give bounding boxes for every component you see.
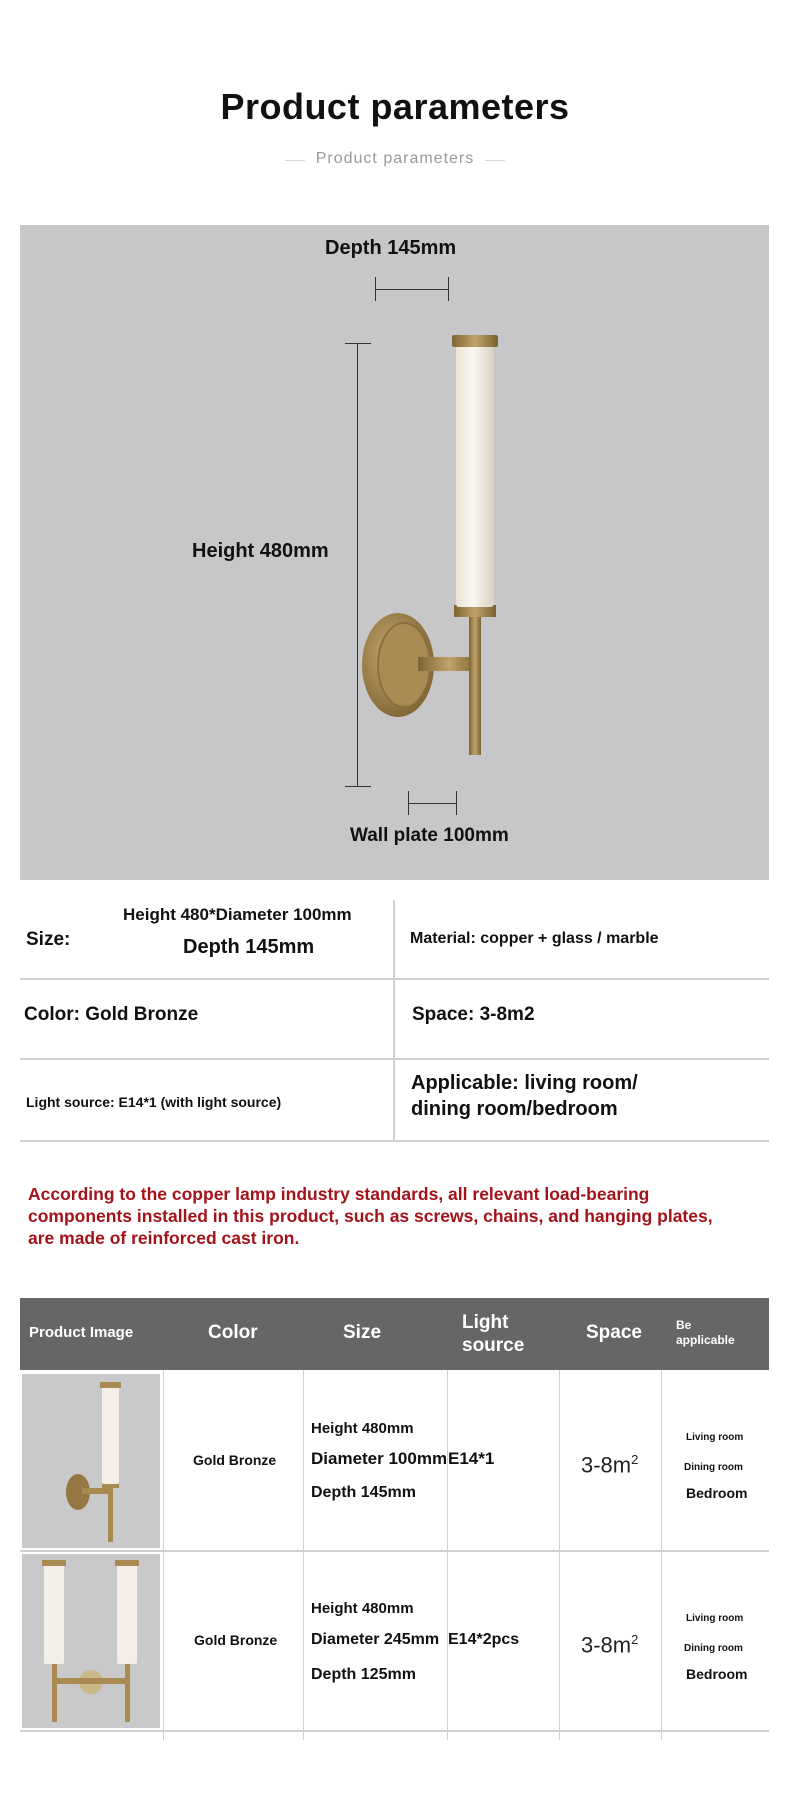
spec-size-line1: Height 480*Diameter 100mm xyxy=(123,905,352,924)
col-divider-1 xyxy=(163,1370,164,1740)
spec-applicable-line2: dining room/bedroom xyxy=(411,1098,618,1120)
product-image-single xyxy=(22,1374,160,1548)
row1-space-value: 3-8m xyxy=(581,1452,632,1478)
spec-row-divider-1 xyxy=(20,978,769,980)
row2-applicable-living: Living room xyxy=(686,1613,744,1624)
wall-plate-label: Wall plate 100mm xyxy=(350,825,509,846)
col-divider-4 xyxy=(559,1370,560,1740)
row2-diameter: Diameter 245mm xyxy=(311,1631,440,1648)
row1-applicable-living: Living room xyxy=(686,1432,744,1443)
row-divider-2 xyxy=(20,1730,769,1732)
spec-size-line2: Depth 145mm xyxy=(183,936,315,958)
header-product-image: Product Image xyxy=(29,1324,134,1341)
spec-light-source: Light source: E14*1 (with light source) xyxy=(26,1094,282,1110)
depth-bracket-tick-right xyxy=(448,277,449,301)
spec-row-divider-2 xyxy=(20,1058,769,1060)
wall-plate-bracket-line xyxy=(408,803,456,804)
spec-space: Space: 3-8m2 xyxy=(412,1004,535,1025)
row1-space xyxy=(581,1452,638,1478)
dimension-diagram xyxy=(20,225,769,880)
product-table-header xyxy=(20,1298,769,1370)
header-color: Color xyxy=(208,1322,258,1343)
spec-row-divider-3 xyxy=(20,1140,769,1142)
row1-depth: Depth 145mm xyxy=(311,1484,416,1501)
header-light-source-line1: Light xyxy=(462,1312,509,1333)
header-applicable-line2: applicable xyxy=(676,1333,735,1347)
subtitle-right-rule xyxy=(485,160,505,161)
spec-size-label: Size: xyxy=(26,929,71,950)
row1-applicable-bedroom: Bedroom xyxy=(686,1485,748,1501)
row2-height: Height 480mm xyxy=(311,1600,414,1617)
row2-light-source: E14*2pcs xyxy=(448,1631,520,1648)
header-size: Size xyxy=(343,1322,382,1343)
depth-bracket-line xyxy=(375,289,449,290)
spec-color: Color: Gold Bronze xyxy=(24,1004,199,1025)
col-divider-2 xyxy=(303,1370,304,1740)
row2-space-value: 3-8m xyxy=(581,1632,632,1658)
row1-color: Gold Bronze xyxy=(193,1452,277,1468)
wall-plate-bracket-tick-right xyxy=(456,791,457,815)
row2-applicable-dining: Dining room xyxy=(684,1643,743,1654)
double-lamp-thumbnail xyxy=(22,1554,160,1728)
row2-applicable-bedroom: Bedroom xyxy=(686,1666,748,1682)
depth-label: Depth 145mm xyxy=(325,237,457,259)
wall-lamp-illustration xyxy=(360,325,560,805)
header-applicable-line1: Be xyxy=(676,1318,692,1332)
row-divider-1 xyxy=(20,1550,769,1552)
row1-diameter: Diameter 100mm xyxy=(311,1449,448,1468)
page-title: Product parameters xyxy=(220,86,570,127)
col-divider-3 xyxy=(447,1370,448,1740)
row1-light-source: E14*1 xyxy=(448,1449,495,1468)
product-image-double xyxy=(22,1554,160,1728)
row1-applicable-dining: Dining room xyxy=(684,1462,743,1473)
row1-height: Height 480mm xyxy=(311,1420,414,1437)
wall-plate-bracket-tick-left xyxy=(408,791,409,815)
page-subtitle: Product parameters xyxy=(315,150,475,167)
industry-standard-notice: According to the copper lamp industry standards, all relevant load-bearing components installed in this product, such as screws, chains, and hanging plates, are made of reinforced cast iron. xyxy=(28,1184,713,1248)
single-lamp-thumbnail xyxy=(22,1374,160,1548)
row2-space xyxy=(581,1632,638,1658)
spec-applicable-line1: Applicable: living room/ xyxy=(411,1072,638,1094)
col-divider-5 xyxy=(661,1370,662,1740)
height-label: Height 480mm xyxy=(192,540,329,562)
row2-depth: Depth 125mm xyxy=(311,1666,416,1683)
row2-space-unit-sup: 2 xyxy=(631,1632,639,1647)
row2-color: Gold Bronze xyxy=(194,1632,278,1648)
height-bracket-line xyxy=(357,343,358,786)
depth-bracket-tick-left xyxy=(375,277,376,301)
spec-material: Material: copper + glass / marble xyxy=(410,930,659,947)
header-space: Space xyxy=(586,1322,642,1343)
spec-divider xyxy=(393,900,395,1140)
header-light-source-line2: source xyxy=(462,1335,525,1356)
row1-space-unit-sup: 2 xyxy=(631,1452,639,1467)
